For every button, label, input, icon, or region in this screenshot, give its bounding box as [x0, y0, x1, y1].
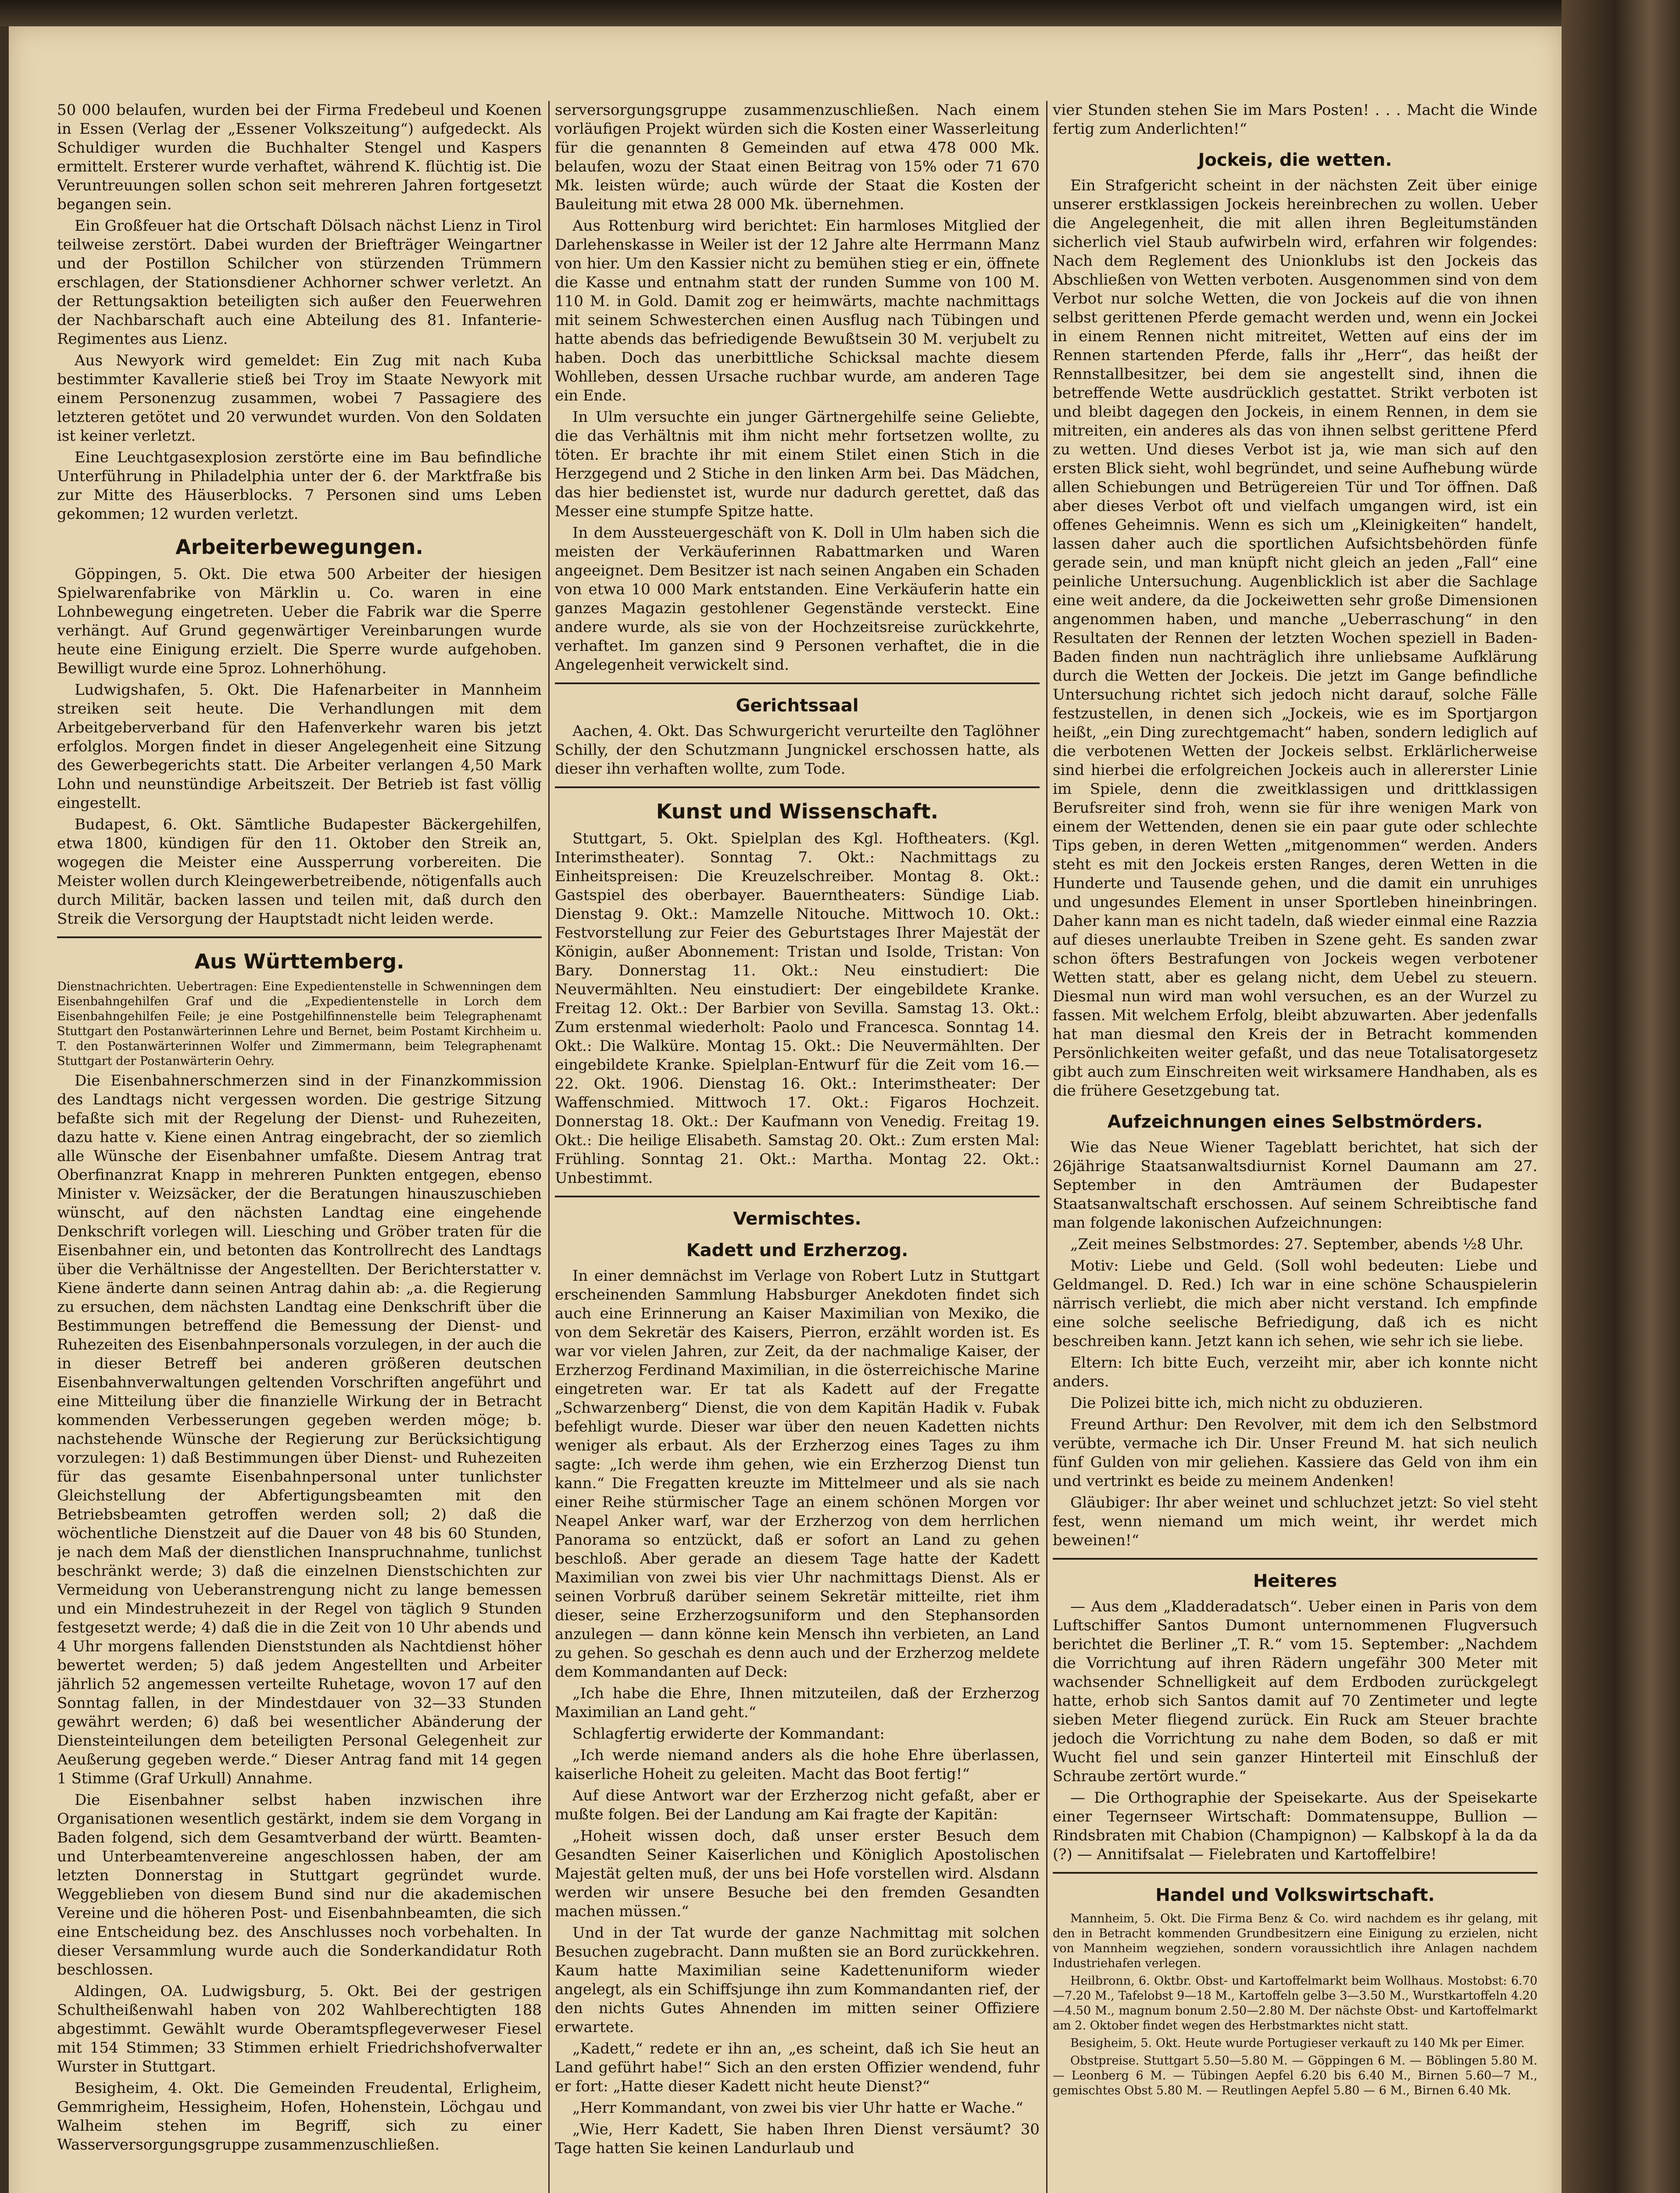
article-paragraph: In einer demnächst im Verlage von Robert Lutz in Stuttgart erscheinenden Sammlung Habsburger Anekdoten findet sich auch eine Erinnerung an Kaiser Maximilian von Mexiko, die von dem Sekretär des Kaisers, Pierron, erzählt worden ist. Es war vor vielen Jahren, zur Zeit, da der nachmalige Kaiser, der Erzherzog Ferdinand Maximilian, in die österreichische Marine eingetreten war. Er tat als Kadett auf der Fregatte „Schwarzenberg“ Dienst, die von dem Kapitän Hadik v. Fubak befehligt wurde. Dieser war über den neuen Kadetten nichts weniger als erbaut. Als der Erzherzog eines Tages zu ihm sagte: „Ich werde ihm gehen, wie ein Erzherzog Dienst tun kann.“ Die Fregatten kreuzte im Mittelmeer und als sie nach einer Reihe stürmischer Tage an einem schönen Morgen vor Neapel Anker warf, war der Erzherzog von dem herrlichen Panorama so entzückt, daß er sofort an Land zu gehen beschloß. Aber gerade an diesem Tage hatte der Kadett Maximilian von zwei bis vier Uhr nachmittags Dienst. Als er seinen Vorbruß darüber seinem Sekretär mitteilte, riet ihm dieser, seine Erzherzogsuniform und den Stephansorden anzulegen — dann könne kein Mensch ihn verbieten, an Land zu gehen. So geschah es denn auch und der Erzherzog meldete dem Kommandanten auf Deck: — [555, 1267, 1040, 1681]
article-paragraph: Aus Newyork wird gemeldet: Ein Zug mit nach Kuba bestimmter Kavallerie stieß bei Troy im Staate Newyork mit einem Personenzug zusammen, wobei 7 Passagiere des letzteren getötet und 20 verwundet wurden. Von den Soldaten ist keiner verletzt. — [57, 352, 542, 445]
article-paragraph: „Zeit meines Selbstmordes: 27. September, abends ½8 Uhr. — [1070, 1236, 1524, 1253]
article-paragraph: Eine Leuchtgasexplosion zerstörte eine im Bau befindliche Unterführung in Philadelphia unter der 6. der Marktfraße bis zur Mitte des Häuserblocks. 7 Personen sind ums Leben gekommen; 12 wurden verletzt. — [57, 449, 542, 523]
article-paragraph: Aldingen, OA. Ludwigsburg, 5. Okt. Bei der gestrigen Schultheißenwahl haben von 202 Wahlberechtigten 188 abgestimmt. Gewählt wurde Oberamtspflegeverweser Fiesel mit 154 Stimmen; 33 Stimmen erhielt Friedrichshofverwalter Wurster in Stuttgart. — [57, 1982, 542, 2075]
section-heading: Heiteres — [1253, 1571, 1337, 1591]
article-paragraph: Die Polizei bitte ich, mich nicht zu obduzieren. — [1070, 1394, 1423, 1412]
section-heading: Arbeiterbewegungen. — [175, 535, 423, 559]
article-paragraph: In dem Aussteuergeschäft von K. Doll in Ulm haben sich die meisten der Verkäuferinnen Rabattmarken und Waren angeeignet. Dem Besitzer ist nach seinen Angaben ein Schaden von etwa 10 000 Mark entstanden. Eine Verkäuferin hatte ein ganzes Magazin gestohlener Gegenstände versteckt. Eine andere wurde, als sie von der Hochzeitsreise zurückkehrte, verhaftet. Im ganzen sind 9 Personen verhaftet, die in die Angelegenheit verwickelt sind. — [555, 524, 1040, 674]
section-heading: Kunst und Wissenschaft. — [656, 800, 939, 823]
article-paragraph: Die Eisenbahnerschmerzen sind in der Finanzkommission des Landtags nicht vergessen worden. Die gestrige Sitzung befaßte sich mit der Regelung der Dienst- und Ruhezeiten, dazu hatte v. Kiene einen Antrag eingebracht, der so ziemlich alle Wünsche der Eisenbahner umfaßte. Diesem Antrag trat Oberfinanzrat Knapp in mehreren Punkten entgegen, ebenso Minister v. Weizsäcker, der die Beratungen hinauszuschieben wünscht, auf den nächsten Landtag eine eingehende Denkschrift vorlegen will. Liesching und Gröber traten für die Eisenbahner ein, und betonten das Kontrollrecht des Landtags über die Verhältnisse der Angestellten. Der Berichterstatter v. Kiene änderte dann seinen Antrag dahin ab: „a. die Regierung zu ersuchen, dem nächsten Landtag eine Denkschrift über die Bestimmungen betreffend die Bemessung der Dienst- und Ruhezeiten des Eisenbahnpersonals vorzulegen, in der auch die in dieser Betreff bei anderen größeren deutschen Eisenbahnverwaltungen geltenden Vorschriften angeführt und eine Mitteilung über die finanzielle Wirkung der in Betracht kommenden Verbesserungen gegeben werden möge; b. nachstehende Wünsche der Regierung zur Berücksichtigung vorzulegen: 1) daß Bestimmungen über Dienst- und Ruhezeiten für das gesamte Eisenbahnpersonal unter tunlichster Gleichstellung der Abfertigungsbeamten mit den Betriebsbeamten getroffen werden soll; 2) daß die wöchentliche Dienstzeit auf die Dauer von 48 bis 60 Stunden, je nach dem Maß der dienstlichen Inanspruchnahme, tunlichst beschränkt werde; 3) daß die einzelnen Dienstschichten zur Vermeidung von Ueberanstrengung nicht zu lange bemessen und ein Mindestruhezeit in der Regel von täglich 9 Stunden festgesetzt werde; 4) daß die in die Zeit von 10 Uhr abends und 4 Uhr morgens fallenden Dienststunden als Nachtdienst höher bewertet werden; 5) daß jedem Angestellten und Arbeiter jährlich 52 angemessen verteilte Ruhetage, wovon 17 auf den Sonntag fallen, in der Mindestdauer von 32—33 Stunden gewährt werden; 6) daß bei wesentlicher Abänderung der Diensteinteilungen dem beteiligten Personal Gelegenheit zur Aeußerung gegeben werde.“ Dieser Antrag fand mit 14 gegen 1 Stimme (Graf Urkull) Annahme. — [57, 1072, 542, 1787]
section-divider — [555, 786, 1040, 788]
article-paragraph: Dienstnachrichten. Uebertragen: Eine Expedientenstelle in Schwenningen dem Eisenbahngehilfen Graf und die „Expedientenstelle in Lorch dem Eisenbahngehilfen Feile; je eine Postgehilfinnenstelle beim Telegraphenamt Stuttgart den Postanwärterinnen Lehre und Bernet, beim Postamt Kirchheim u. T. den Postanwärterinnen Wolfer und Zimmermann, beim Telegraphenamt Stuttgart der Postanwärterin Oehry. — [57, 980, 542, 1068]
article-paragraph: Budapest, 6. Okt. Sämtliche Budapester Bäckergehilfen, etwa 1800, kündigen für den 11. Oktober den Streik an, wogegen die Meister eine Aussperrung vorbereiten. Die Meister wollen durch Kleingewerbetreibende, nötigenfalls auch durch Militär, backen lassen und teilen mit, daß durch den Streik die Versorgung der Hauptstadt nicht leiden werde. — [57, 816, 542, 928]
binding-edge — [0, 0, 1680, 26]
article-paragraph: Besigheim, 5. Okt. Heute wurde Portugieser verkauft zu 140 Mk per Eimer. — [1070, 2036, 1525, 2050]
article-paragraph: Ein Strafgericht scheint in der nächsten Zeit über einige unserer erstklassigen Jockeis hereinbrechen zu wollen. Ueber die Angelegenheit, die mit allen ihren Begleitumständen sicherlich viel Staub aufwirbeln wird, erfahren wir folgendes: Nach dem Reglement des Unionklubs ist den Jockeis das Abschließen von Wetten verboten. Ausgenommen sind von dem Verbot nur solche Wetten, die von Jockeis auf die von ihnen selbst gerittenen Pferde gemacht werden und, wenn ein Jockei in einem Rennen nicht mitreitet, Wetten auf eins der im Rennen startenden Pferde, falls ihr „Herr“, das heißt der Rennstallbesitzer, bei dem sie angestellt sind, ihnen die betreffende Wette ausdrücklich gestattet. Strikt verboten ist und bleibt dagegen den Jockeis, in einem Rennen, in dem sie mitreiten, ein anderes als das von ihnen selbst gerittene Pferd zu wetten. Und dieses Verbot ist ja, wie man sich auf den ersten Blick sieht, wohl begründet, und seine Aufhebung würde allen Schiebungen und Betrügereien Tür und Tor öffnen. Daß aber dieses Verbot oft und vielfach umgangen wird, ist ein offenes Geheimnis. Wenn es sich um „Kleinigkeiten“ handelt, lassen daher auch die sportlichen Aufsichtsbehörden fünfe gerade sein, und man knüpft nicht gleich an jeden „Fall“ eine peinliche Untersuchung. Augenblicklich ist aber die Sachlage eine weit andere, da die Jockeiwetten sehr große Dimensionen angenommen haben, und manche „Ueberraschung“ in den Resultaten der Rennen der letzten Wochen speziell in Baden-Baden finden nun nachträglich ihre unliebsame Aufklärung durch die Wetten der Jockeis. Die jetzt im Gange befindliche Untersuchung richtet sich jedoch nicht darauf, solche Fälle festzustellen, in denen sich „Jockeis, wie es im Sportjargon heißt, „ein Ding zurechtgemacht“ haben, sondern lediglich auf die verbotenen Wetten der Jockeis selbst. Erklärlicherweise sind hierbei die erfolgreichen Jockeis auch in allererster Linie im Spiele, denn die zweitklassigen und drittklassigen Berufsreiter sind froh, wenn sie für ihre wenigen Mark von einem der Wettenden, denen sie ein paar gute oder schlechte Tips geben, in deren Wetten „mitgenommen“ werden. Anders steht es mit den Jockeis ersten Ranges, deren Wetten in die Hunderte und Tausende gehen, und die damit ein unruhiges und ungesundes Element in unser Sportleben hineinbringen. Daher kann man es nicht tadeln, daß wieder einmal eine Razzia auf dieses unerlaubte Treiben in Szene geht. Es sanden zwar schon öfters Bestrafungen von Jockeis wegen verbotener Wetten statt, aber es gelang nicht, dem Uebel zu steuern. Diesmal nun wird man wohl versuchen, es an der Wurzel zu fassen. Mit welchem Erfolg, bleibt abzuwarten. Aber jedenfalls hat man diesmal den Kreis der in Betracht kommenden Persönlichkeiten weiter gefaßt, und das neue Totalisatorgesetz gibt auch zum Einschreiten weit wirksamere Handhaben, als es die frühere Gesetzgebung tat. — [1053, 177, 1537, 1100]
section-divider — [555, 682, 1040, 684]
article-paragraph: Besigheim, 4. Okt. Die Gemeinden Freudental, Erligheim, Gemmrigheim, Hessigheim, Hofen, Hohenstein, Löchgau und Walheim stehen im Begriff, sich zu einer Wasserversorgungsgruppe zusammenzuschließen. — [57, 2079, 542, 2154]
article-paragraph: „Hoheit wissen doch, daß unser erster Besuch dem Gesandten Seiner Kaiserlichen und Königlich Apostolischen Majestät gelten muß, der uns bei Hofe vorstellen wird. Alsdann werden wir unsere Besuche bei den fremden Gesandten machen müssen.“ — [555, 1827, 1040, 1920]
article-paragraph: Auf diese Antwort war der Erzherzog nicht gefaßt, aber er mußte folgen. Bei der Landung am Kai fragte der Kapitän: — [555, 1787, 1040, 1823]
section-divider — [57, 936, 542, 938]
article-paragraph: Wie das Neue Wiener Tageblatt berichtet, hat sich der 26jährige Staatsanwaltsdiurnist Kornel Daumann am 27. September in den Amträumen der Budapester Staatsanwaltschaft erschossen. Auf seinem Schreibtische fand man folgende lakonischen Aufzeichnungen: — [1053, 1139, 1537, 1232]
article-paragraph: In Ulm versuchte ein junger Gärtnergehilfe seine Geliebte, die das Verhältnis mit ihm nicht mehr fortsetzen wollte, zu töten. Er brachte ihr mit einem Stilet einen Stich in die Herzgegend und 2 Stiche in den linken Arm bei. Das Mädchen, das hier bedienstet ist, wurde nur dadurch gerettet, daß das Messer eine stumpfe Spitze hatte. — [555, 408, 1040, 520]
section-divider — [1053, 1872, 1537, 1874]
market-reports — [1053, 1911, 1537, 2098]
article-paragraph: Ein Großfeuer hat die Ortschaft Dölsach nächst Lienz in Tirol teilweise zerstört. Dabei wurden der Briefträger Weingartner und der Postillon Schilcher von stürzenden Trümmern erschlagen, der Stationsdiener Achhorner schwer verletzt. An der Rettungsaktion beteiligten sich außer den Feuerwehren der Nachbarschaft auch eine Abteilung des 81. Infanterie-Regimentes aus Lienz. — [57, 217, 542, 348]
article-paragraph: Gläubiger: Ihr aber weinet und schluchzet jetzt: So viel steht fest, wenn niemand um mich weint, ihr werdet mich beweinen!“ — [1053, 1494, 1537, 1549]
article-paragraph: Göppingen, 5. Okt. Die etwa 500 Arbeiter der hiesigen Spielwarenfabrike von Märklin u. Co. waren in eine Lohnbewegung eingetreten. Ueber die Fabrik war die Sperre verhängt. Auf Grund gegenwärtiger Vereinbarungen wurde heute eine Einigung erzielt. Die Sperre wurde aufgehoben. Bewilligt wurde eine 5proz. Lohnerhöhung. — [57, 565, 542, 677]
article-paragraph: „Ich werde niemand anders als die hohe Ehre überlassen, kaiserliche Hoheit zu geleiten. Macht das Boot fertig!“ — [555, 1747, 1040, 1783]
article-paragraph: „Kadett,“ redete er ihn an, „es scheint, daß ich Sie heut an Land geführt habe!“ Sich an den ersten Offizier wendend, fuhr er fort: „Hatte dieser Kadett nicht heute Dienst?“ — [555, 2040, 1040, 2095]
article-paragraph: Motiv: Liebe und Geld. (Soll wohl bedeuten: Liebe und Geldmangel. D. Red.) Ich war in eine schöne Schauspielerin närrisch verliebt, die mich aber nicht verstand. Ich empfinde eine solche seelische Befriedigung, daß ich es nicht beschreiben kann. Jetzt kann ich sehen, wie sehr ich sie liebe. — [1053, 1257, 1537, 1350]
article-heading: Aufzeichnungen eines Selbstmörders. — [1107, 1112, 1483, 1132]
column-3 — [1053, 101, 1537, 2193]
article-heading: Kadett und Erzherzog. — [686, 1240, 908, 1261]
article-paragraph: Die Eisenbahner selbst haben inzwischen ihre Organisationen wesentlich gestärkt, indem sie dem Vorgang in Baden folgend, sich dem Gesamtverband der württ. Beamten- und Unterbeamtenvereine angeschlossen haben, der am letzten Donnerstag in Stuttgart gegründet wurde. Weggeblieben von diesem Bund sind nur die akademischen Vereine und die höheren Post- und Eisenbahnbeamten, die sich eine Entscheidung bez. des Anschlusses noch vorbehalten. In dieser Versammlung wurde auch die Sonderkandidatur Roth beschlossen. — [57, 1791, 542, 1979]
section-divider — [555, 1196, 1040, 1197]
article-paragraph: — Die Orthographie der Speisekarte. Aus der Speisekarte einer Tegernseer Wirtschaft: Dommatensuppe, Bullion — Rindsbraten mit Chabion (Champignon) — Kalbskopf à la da da (?) — Annitifsalat — Fielebraten und Kartoffelbire! — [1053, 1789, 1537, 1863]
article-paragraph: vier Stunden stehen Sie im Mars Posten! . . . Macht die Winde fertig zum Anderlichten!“ — [1053, 101, 1537, 138]
article-paragraph: Stuttgart, 5. Okt. Spielplan des Kgl. Hoftheaters. (Kgl. Interimstheater). Sonntag 7. Okt.: Nachmittags zu Einheitspreisen: Die Kreuzelschreiber. Montag 8. Okt.: Gastspiel des oberbayer. Bauerntheaters: Sündige Liab. Dienstag 9. Okt.: Mamzelle Nitouche. Mittwoch 10. Okt.: Festvorstellung zur Feier des Geburtstages Ihrer Majestät der Königin, außer Abonnement: Tristan und Isolde, Tristan: Von Bary. Donnerstag 11. Okt.: Neu einstudiert: Die Neuvermählten. Neu einstudiert: Der eingebildete Kranke. Freitag 12. Okt.: Der Barbier von Sevilla. Samstag 13. Okt.: Zum erstenmal wiederholt: Paolo und Francesca. Sonntag 14. Okt.: Die Walküre. Montag 15. Okt.: Die Neuvermählten. Der eingebildete Kranke. Spielplan-Entwurf für die Zeit vom 16.—22. Okt. 1906. Dienstag 16. Okt.: Interimstheater: Der Waffenschmied. Mittwoch 17. Okt.: Figaros Hochzeit. Donnerstag 18. Okt.: Der Kaufmann von Venedig. Freitag 19. Okt.: Die heilige Elisabeth. Samstag 20. Okt.: Zum ersten Mal: Frühling. Sonntag 21. Okt.: Martha. Montag 22. Okt.: Unbestimmt. — [555, 830, 1040, 1187]
section-heading: Vermischtes. — [733, 1209, 861, 1229]
article-paragraph: — Aus dem „Kladderadatsch“. Ueber einen in Paris von dem Luftschiffer Santos Dumont unternommenen Flugversuch berichtet die Berliner „T. R.“ vom 15. September: „Nachdem die Vorrichtung auf ihren Rädern ungefähr 300 Meter mit wachsender Schnelligkeit auf dem Erdboden zurückgelegt hatte, erhob sich Santos damit auf 70 Zentimeter und legte sieben Meter fliegend zurück. Ein Ruck am Steuer brachte jedoch die Vorrichtung zu nahe dem Boden, so daß er mit Wucht fiel und sein ganzer Hinterteil mit Einschluß der Schraube zertört wurde.“ — [1053, 1598, 1537, 1785]
article-paragraph: „Wie, Herr Kadett, Sie haben Ihren Dienst versäumt? 30 Tage hatten Sie keinen Landurlaub und — [555, 2121, 1040, 2157]
column-1 — [57, 101, 542, 2193]
column-rule — [548, 101, 550, 2193]
article-paragraph: Eltern: Ich bitte Euch, verzeiht mir, aber ich konnte nicht anders. — [1053, 1354, 1537, 1390]
article-paragraph: Mannheim, 5. Okt. Die Firma Benz & Co. wird nachdem es ihr gelang, mit den in Betracht kommenden Grundbesitzern eine Einigung zu erzielen, nicht von Mannheim wegziehen, sondern voraussichtlich ihre Anlagen nachdem Industriehafen verlegen. — [1053, 1912, 1537, 1970]
article-paragraph: Heilbronn, 6. Oktbr. Obst- und Kartoffelmarkt beim Wollhaus. Mostobst: 6.70—7.20 M., Tafelobst 9—18 M., Kartoffeln gelbe 3—3.50 M., Wurstkartoffeln 4.20—4.50 M., magnum bonum 2.50—2.80 M. Der nächste Obst- und Kartoffelmarkt am 2. Oktober findet wegen des Herbstmarktes nicht statt. — [1053, 1974, 1537, 2032]
article-heading: Jockeis, die wetten. — [1198, 150, 1392, 170]
article-paragraph: 50 000 belaufen, wurden bei der Firma Fredebeul und Koenen in Essen (Verlag der „Essener Volkszeitung“) aufgedeckt. Als Schuldiger wurden die Buchhalter Stengel und Kaspers ermittelt. Ersterer wurde verhaftet, während K. flüchtig ist. Die Veruntreuungen sollen schon seit mehreren Jahren fortgesetzt begangen sein. — [57, 101, 542, 213]
newspaper-page — [9, 26, 1562, 2193]
book-spine — [1562, 0, 1680, 2193]
column-2 — [555, 101, 1040, 2193]
article-paragraph: „Herr Kommandant, von zwei bis vier Uhr hatte er Wache.“ — [572, 2099, 1023, 2117]
column-rule — [1046, 101, 1047, 2193]
article-paragraph: Schlagfertig erwiderte der Kommandant: — [572, 1725, 885, 1743]
section-heading: Aus Württemberg. — [194, 950, 404, 973]
section-heading: Handel und Volkswirtschaft. — [1155, 1885, 1435, 1905]
section-divider — [1053, 1558, 1537, 1560]
article-paragraph: „Ich habe die Ehre, Ihnen mitzuteilen, daß der Erzherzog Maximilian an Land geht.“ — [555, 1685, 1040, 1721]
article-paragraph: Aus Rottenburg wird berichtet: Ein harmloses Mitglied der Darlehenskasse in Weiler ist der 12 Jahre alte Herrmann Manz von hier. Um den Kassier nicht zu bemühen stieg er ein, öffnete die Kasse und entnahm statt der runden Summe von 100 M. 110 M. in Gold. Damit zog er heimwärts, machte nachmittags mit seinem Schwesterchen einen Ausflug nach Tübingen und hatte abends das befriedigende Bewußtsein 30 M. verjubelt zu haben. Doch das unerbittliche Schicksal machte diesem Wohlleben, dessen Ursache ruchbar wurde, am anderen Tage ein Ende. — [555, 217, 1040, 404]
section-heading: Gerichtssaal — [736, 696, 859, 716]
article-paragraph: Ludwigshafen, 5. Okt. Die Hafenarbeiter in Mannheim streiken seit heute. Die Verhandlungen mit dem Arbeitgeberverband für den Hafenverkehr waren bis jetzt erfolglos. Morgen findet in dieser Angelegenheit eine Sitzung des Gewerbegerichts statt. Die Arbeiter verlangen 4,50 Mark Lohn und neunstündige Arbeitszeit. Der Betrieb ist fast völlig eingestellt. — [57, 681, 542, 812]
service-notice — [57, 979, 542, 1069]
article-paragraph: serversorgungsgruppe zusammenzuschließen. Nach einem vorläufigen Projekt würden sich die Kosten einer Wasserleitung für die genannten 8 Gemeinden auf etwa 478 000 Mk. belaufen, wozu der Staat einen Beitrag von 15% oder 71 670 Mk. leisten würde; auch würde der Staat die Kosten der Bauleitung mit etwa 28 000 Mk. übernehmen. — [555, 101, 1040, 213]
article-paragraph: Obstpreise. Stuttgart 5.50—5.80 M. — Göppingen 6 M. — Böblingen 5.80 M. — Leonberg 6 M. — Tübingen Aepfel 6.20 bis 6.40 M., Birnen 5.60—7 M., gemischtes Obst 5.80 M. — Reutlingen Aepfel 5.80 — 6 M., Birnen 6.40 Mk. — [1053, 2054, 1537, 2097]
article-paragraph: Freund Arthur: Den Revolver, mit dem ich den Selbstmord verübte, vermache ich Dir. Unser Freund M. hat sich neulich fünf Gulden von mir geliehen. Kassiere das Geld von ihm ein und vertrinkt es beide zu meinem Andenken! — [1053, 1416, 1537, 1490]
article-paragraph: Aachen, 4. Okt. Das Schwurgericht verurteilte den Taglöhner Schilly, der den Schutzmann Jungnickel erschossen hatte, als dieser ihn verhaften wollte, zum Tode. — [555, 722, 1040, 778]
article-paragraph: Und in der Tat wurde der ganze Nachmittag mit solchen Besuchen zugebracht. Dann mußten sie an Bord zurückkehren. Kaum hatte Maximilian seine Kadettenuniform wieder angelegt, als ein Schiffsjunge ihn zum Kommandanten rief, der den nichts Gutes Ahnenden im mitten seiner Offiziere erwartete. — [555, 1924, 1040, 2036]
